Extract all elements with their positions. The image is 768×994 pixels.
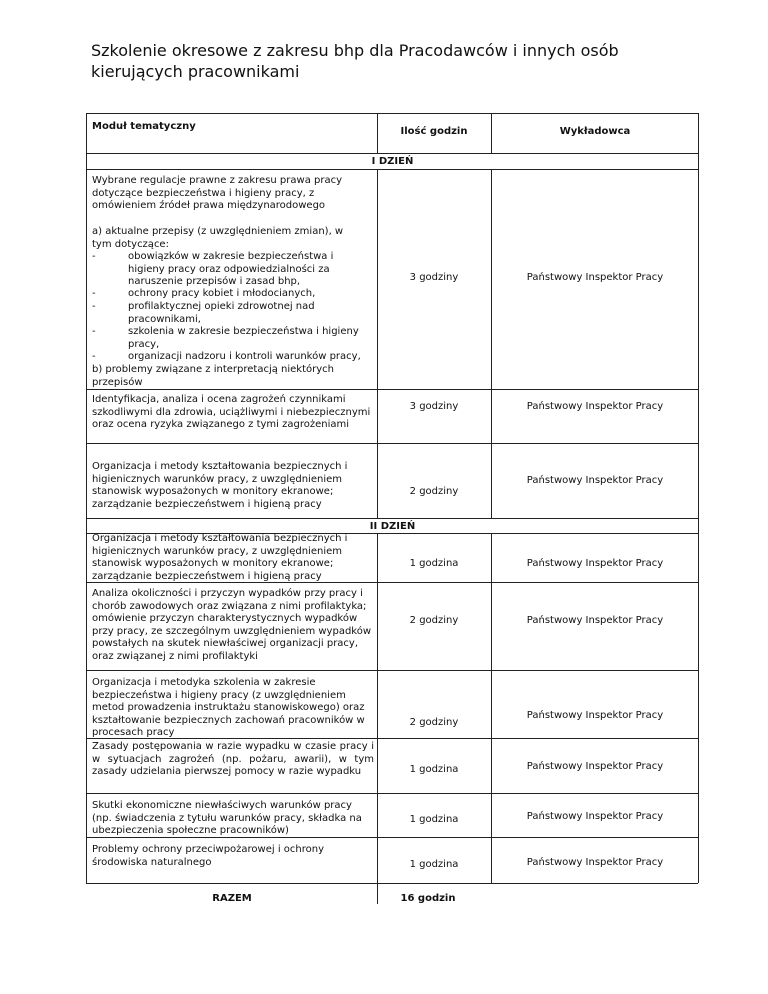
row9-topic: Problemy ochrony przeciwpożarowej i ochrony środowiska naturalnego <box>92 844 325 868</box>
row2-hours: 3 godziny <box>409 401 459 412</box>
list-item: szkolenia w zakresie bezpieczeństwa i higieny pracy, <box>128 326 359 350</box>
dash-marker: - <box>92 301 96 312</box>
column-divider <box>491 533 492 883</box>
row3-hours: 2 godziny <box>409 486 459 497</box>
row8-topic: Skutki ekonomiczne niewłaściwych warunków pracy (np. świadczenia z tytułu warunków pracy, składka na ubezpieczenia społeczne pracowników) <box>92 800 362 836</box>
row-divider <box>86 389 698 390</box>
row-divider <box>86 670 698 671</box>
table-border <box>698 113 699 883</box>
column-divider <box>377 533 378 883</box>
total-hours: 16 godzin <box>400 893 456 904</box>
dash-marker: - <box>92 251 96 262</box>
column-divider <box>377 169 378 518</box>
row1-b-text: b) problemy związane z interpretacją niektórych przepisów <box>92 364 334 388</box>
row-divider <box>86 169 698 170</box>
row-divider <box>86 793 698 794</box>
list-item: profilaktycznej opieki zdrowotnej nad pracownikami, <box>128 301 315 325</box>
table-border <box>86 113 87 883</box>
row4-hours: 1 godzina <box>409 558 459 569</box>
list-item: ochrony pracy kobiet i młodocianych, <box>128 288 316 299</box>
row1-lecturer: Państwowy Inspektor Pracy <box>526 272 664 283</box>
column-divider <box>491 169 492 518</box>
row4-lecturer: Państwowy Inspektor Pracy <box>526 558 664 569</box>
row5-topic: Analiza okoliczności i przyczyn wypadków przy pracy i chorób zawodowych oraz związana z nimi profilaktyka; omówienie przyczyn charakterystycznych wypadków przy pracy, ze szczególnym uwzględnieniem wypadków powstałych na skutek niewłaściwej organizacji pracy, oraz związanej z nimi profilaktyki <box>92 588 372 662</box>
row3-lecturer: Państwowy Inspektor Pracy <box>526 475 664 486</box>
row-divider <box>86 518 698 519</box>
header-lecturer: Wykładowca <box>559 126 631 137</box>
row6-hours: 2 godziny <box>409 717 459 728</box>
row1-hours: 3 godziny <box>409 272 459 283</box>
row5-hours: 2 godziny <box>409 615 459 626</box>
dash-marker: - <box>92 288 96 299</box>
row1-intro: Wybrane regulacje prawne z zakresu prawa pracy dotyczące bezpieczeństwa i higieny pracy, z omówieniem źródeł prawa międzynarodowego <box>92 175 343 211</box>
day2-label: II DZIEŃ <box>369 521 416 532</box>
row8-lecturer: Państwowy Inspektor Pracy <box>526 811 664 822</box>
row9-lecturer: Państwowy Inspektor Pracy <box>526 857 664 868</box>
row-divider <box>86 443 698 444</box>
row-divider <box>86 883 698 884</box>
row7-hours: 1 godzina <box>409 764 459 775</box>
document-title: Szkolenie okresowe z zakresu bhp dla Pracodawców i innych osób kierujących pracownikami <box>91 41 619 81</box>
row2-topic: Identyfikacja, analiza i ocena zagrożeń czynnikami szkodliwymi dla zdrowia, uciążliwymi i niebezpiecznymi oraz ocena ryzyka związanego z tymi zagrożeniami <box>92 394 371 430</box>
day1-label: I DZIEŃ <box>371 156 414 167</box>
row8-hours: 1 godzina <box>409 814 459 825</box>
row2-lecturer: Państwowy Inspektor Pracy <box>526 401 664 412</box>
row7-lecturer: Państwowy Inspektor Pracy <box>526 761 664 772</box>
total-label: RAZEM <box>212 893 252 904</box>
row9-hours: 1 godzina <box>409 859 459 870</box>
row1-a-intro: a) aktualne przepisy (z uwzględnieniem zmian), w tym dotyczące: <box>92 226 344 250</box>
dash-marker: - <box>92 326 96 337</box>
header-hours: Ilość godzin <box>400 126 468 137</box>
header-module: Moduł tematyczny <box>92 121 196 132</box>
dash-marker: - <box>92 351 96 362</box>
row4-topic: Organizacja i metody kształtowania bezpiecznych i higienicznych warunków pracy, z uwzględnieniem stanowisk wyposażonych w monitory ekranowe; zarządzanie bezpieczeństwem i higieną pracy <box>92 533 348 582</box>
table-border <box>86 113 698 114</box>
list-item: obowiązków w zakresie bezpieczeństwa i higieny pracy oraz odpowiedzialności za naruszenie przepisów i zasad bhp, <box>128 251 334 287</box>
list-item: organizacji nadzoru i kontroli warunków pracy, <box>128 351 361 362</box>
row-divider <box>86 153 698 154</box>
row6-lecturer: Państwowy Inspektor Pracy <box>526 710 664 721</box>
row3-topic: Organizacja i metody kształtowania bezpiecznych i higienicznych warunków pracy, z uwzględnieniem stanowisk wyposażonych w monitory ekranowe; zarządzanie bezpieczeństwem i higieną pracy <box>92 461 348 510</box>
row5-lecturer: Państwowy Inspektor Pracy <box>526 615 664 626</box>
row6-topic: Organizacja i metodyka szkolenia w zakresie bezpieczeństwa i higieny pracy (z uwzględnieniem metod prowadzenia instruktażu stanowiskowego) oraz kształtowanie bezpiecznych zachowań pracowników w procesach pracy <box>92 677 365 738</box>
row7-topic: Zasady postępowania w razie wypadku w czasie pracy i w sytuacjach zagrożeń (np. pożaru, awarii), w tym zasady udzielania pierwszej pomocy w razie wypadku <box>92 741 374 777</box>
